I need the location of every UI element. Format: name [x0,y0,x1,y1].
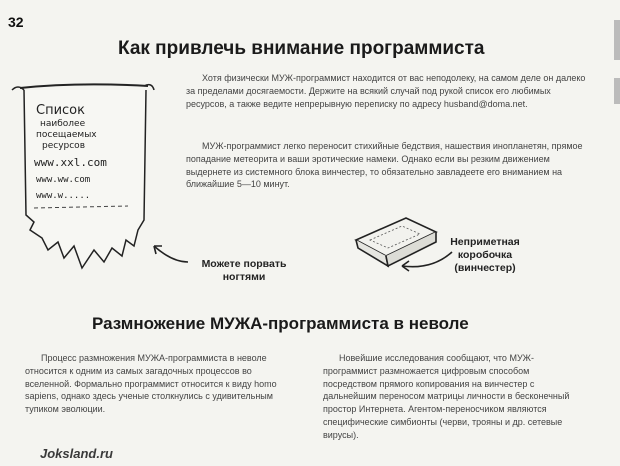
list-link-2: www.ww.com [36,175,91,185]
watermark: Joksland.ru [40,446,113,461]
list-link-1: www.xxl.com [34,156,107,169]
list-link-3: www.w..... [36,191,91,201]
attention-paragraph-2: МУЖ-программист легко переносит стихийные бедствия, нашествия инопланетян, прямое попадание метеорита и ваши эротические намеки. Однако если вы резким движением выдернете из системного блока винчестер, то обязательно завладеете его вниманием на ближайшие 5—10 минут. [186,141,583,190]
arrow-to-list-icon [132,232,192,272]
list-caption [188,258,300,284]
hard-drive-caption [444,236,526,275]
section-title-breeding: Размножение МУЖА-программиста в неволе [92,314,469,333]
list-heading-line: посещаемых [36,130,97,140]
hard-drive-caption-line: коробочка [457,249,513,261]
list-heading-line: ресурсов [42,141,85,151]
breeding-paragraph-left: Процесс размножения МУЖА-программиста в неволе относится к одним из самых загадочных процессов во вселенной. Формально программист относится к виду homo sapiens, однако здесь ученые столкнулись с удивительным тупиком эволюции. [25,353,277,415]
list-heading-line: наиболее [40,119,86,129]
list-caption-line: ногтями [222,271,266,283]
hard-drive-caption-line: (винчестер) [454,262,516,274]
list-heading-line: Список [36,103,85,118]
page-number: 32 [8,14,24,30]
section-title-attention: Как привлечь внимание программиста [118,38,485,59]
attention-paragraph-1: Хотя физически МУЖ-программист находится от вас неподолеку, на самом деле он далеко за пределами досягаемости. Держите на всякий случай под рукой список его любимых ресурсов, а также ведите непрерывную переписку по адресу husband@doma.net. [186,73,586,109]
list-caption-line: Можете порвать [201,258,287,270]
breeding-paragraph-right: Новейшие исследования сообщают, что МУЖ-программист размножается цифровым способом посредством прямого копирования на винчестер с дальнейшим переносом матрицы личности в бесконечный простор Интернета. Агентом-переносчиком являются специфические симбионты (черви, трояны и др. сетевые вирусы). [323,353,570,440]
page-edge-tab [614,20,620,60]
hard-drive-caption-line: Неприметная [450,236,520,248]
page-edge-tab-lower [614,78,620,104]
